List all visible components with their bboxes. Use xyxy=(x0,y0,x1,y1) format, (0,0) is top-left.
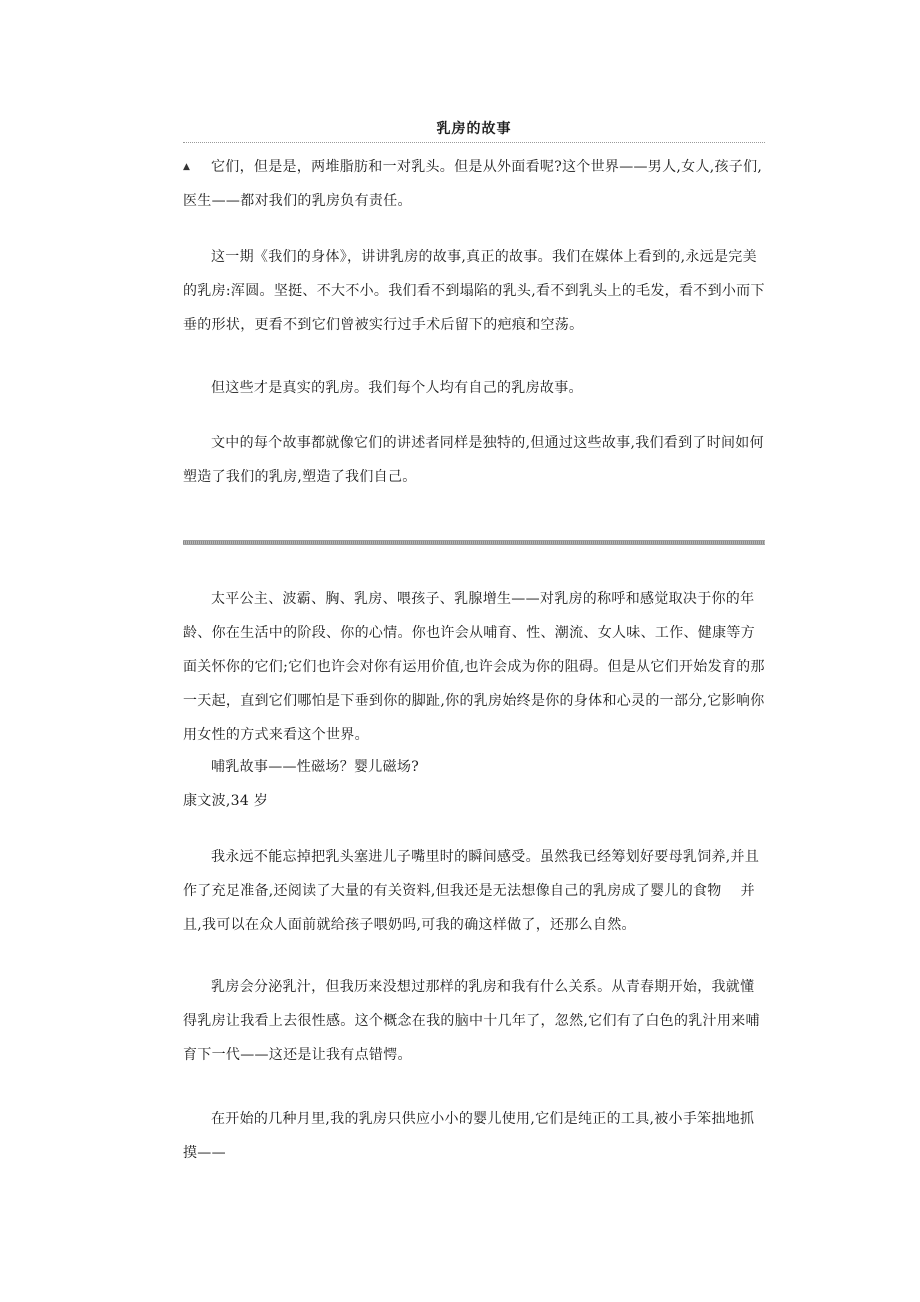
title-underline xyxy=(183,142,765,143)
intro-paragraph xyxy=(183,150,765,218)
paragraph-media: 这一期《我们的身体》，讲讲乳房的故事,真正的故事。我们在媒体上看到的,永远是完美的乳房:浑圆。坚挺、不大不小。我们看不到塌陷的乳头,看不到乳头上的毛发，看不到小而下垂的形状，更看不到它们曾被实行过手术后留下的疤痕和空荡。 xyxy=(183,249,765,333)
paragraph-stories: 文中的每个故事都就像它们的讲述者同样是独特的,但通过这些故事,我们看到了时间如何塑造了我们的乳房,塑造了我们自己。 xyxy=(183,435,764,485)
intro-text: 它们，但是是，两堆脂肪和一对乳头。但是从外面看呢?这个世界——男人,女人,孩子们,医生——都对我们的乳房负有责任。 xyxy=(183,159,763,209)
paragraph-real-breasts: 但这些才是真实的乳房。我们每个人均有自己的乳房故事。 xyxy=(211,380,583,396)
section-divider xyxy=(183,540,765,545)
story-heading: 哺乳故事——性磁场？婴儿磁场? xyxy=(211,759,420,775)
paragraph-names: 太平公主、波霸、胸、乳房、喂孩子、乳腺增生——对乳房的称呼和感觉取决于你的年龄、你在生活中的阶段、你的心情。你也许会从哺育、性、潮流、女人味、工作、健康等方面关怀你的它们;它们也许会对你有运用价值,也许会成为你的阻碍。但是从它们开始发育的那一天起，直到它们哪怕是下垂到你的脚趾,你的乳房始终是你的身体和心灵的一部分,它影响你用女性的方式来看这个世界。 xyxy=(183,591,765,743)
page-title: 乳房的故事 xyxy=(436,121,512,137)
story-paragraph: 乳房会分泌乳汁，但我历来没想过那样的乳房和我有什么关系。从青春期开始，我就懂得乳房让我看上去很性感。这个概念在我的脑中十几年了，忽然,它们有了白色的乳汁用来哺育下一代——这还是让我有点错愕。 xyxy=(183,979,760,1063)
story-paragraph: 在开始的几种月里,我的乳房只供应小小的婴儿使用,它们是纯正的工具,被小手笨拙地抓摸—— xyxy=(183,1111,755,1161)
story-paragraph: 我永远不能忘掉把乳头塞进儿子嘴里时的瞬间感受。虽然我已经筹划好要母乳饲养,并且作了充足准备,还阅读了大量的有关资料,但我还是无法想像自己的乳房成了婴儿的食物 并且,我可以在众人面前就给孩子喂奶吗,可我的确这样做了，还那么自然。 xyxy=(183,849,760,933)
triangle-bullet-icon: ▲ xyxy=(183,162,191,172)
story-author: 康文波,34 岁 xyxy=(183,793,269,809)
